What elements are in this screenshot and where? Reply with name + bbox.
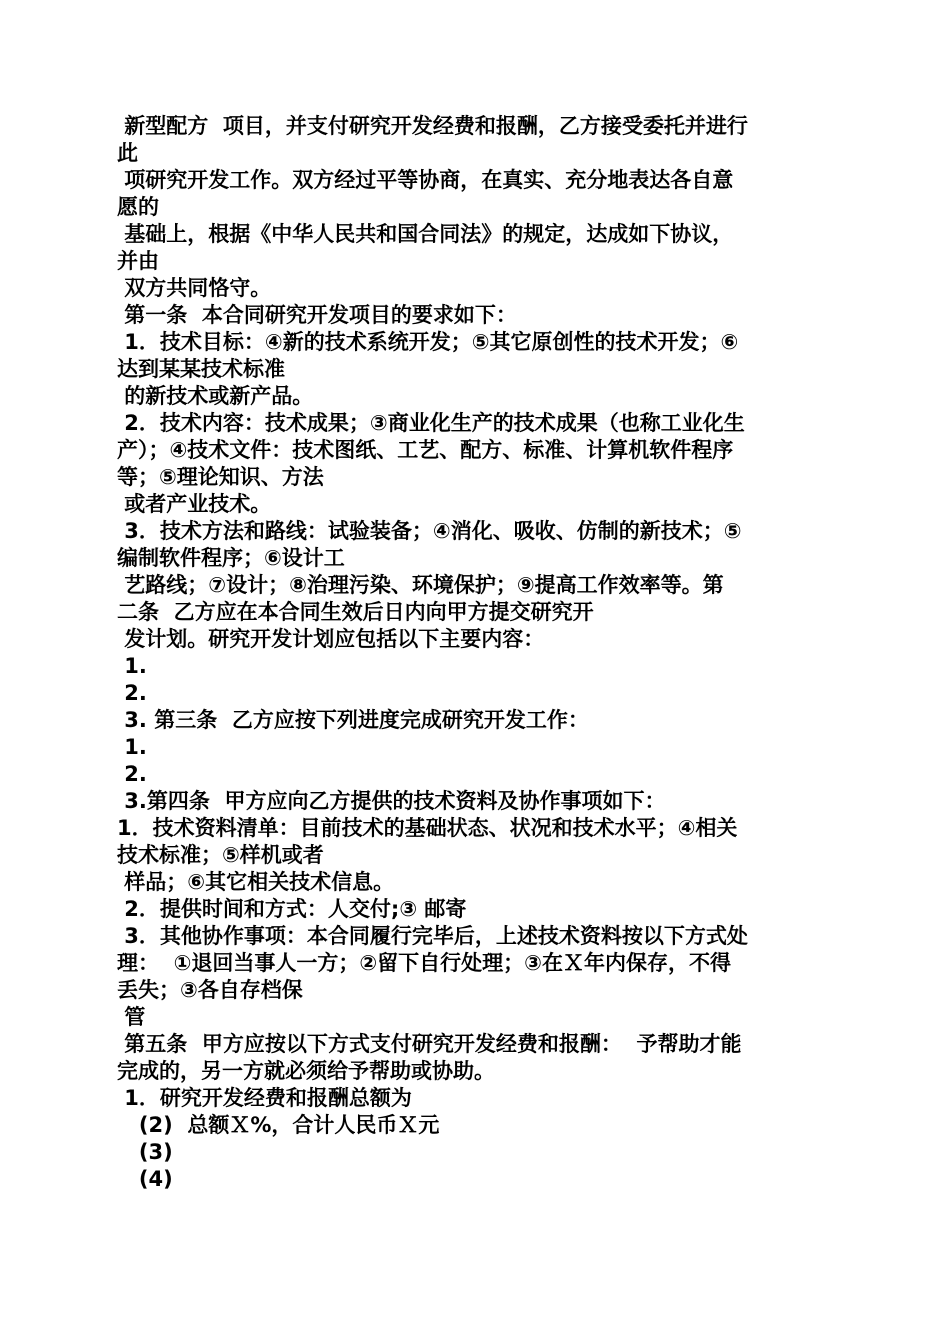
text-line: (4) [117,1167,173,1191]
text-line: 1．技术资料清单：目前技术的基础状态、状况和技术水平；④相关 [117,816,738,840]
text-line: 愿的 [117,195,159,219]
text-line: 产）；④技术文件：技术图纸、工艺、配方、标准、计算机软件程序 [117,438,734,462]
text-line: 1. [117,735,147,759]
text-line: 理： ①退回当事人一方；②留下自行处理；③在Ｘ年内保存，不得 [117,951,731,975]
text-line: 并由 [117,249,159,273]
text-line: 2. [117,762,147,786]
text-line: 发计划。研究开发计划应包括以下主要内容： [117,627,545,651]
text-line: 1．技术目标：④新的技术系统开发；⑤其它原创性的技术开发；⑥ [117,330,739,354]
text-line: 等；⑤理论知识、方法 [117,465,324,489]
text-line: 管 [117,1005,146,1029]
text-line: (3) [117,1140,173,1164]
text-line: 编制软件程序；⑥设计工 [117,546,345,570]
text-line: 2．技术内容：技术成果；③商业化生产的技术成果（也称工业化生 [117,411,745,435]
text-line: 技术标准；⑤样机或者 [117,843,324,867]
text-line: 基础上，根据《中华人民共和国合同法》的规定，达成如下协议， [117,222,734,246]
text-line: 2．提供时间和方式：人交付;③ 邮寄 [117,897,467,921]
text-line: 此 [117,141,138,165]
text-line: 项研究开发工作。双方经过平等协商，在真实、充分地表达各自意 [117,168,734,192]
text-line: 第一条 本合同研究开发项目的要求如下： [117,303,517,327]
text-line: 3.第四条 甲方应向乙方提供的技术资料及协作事项如下： [117,789,666,813]
text-line: 3. 第三条 乙方应按下列进度完成研究开发工作： [117,708,589,732]
text-line: 完成的，另一方就必须给予帮助或协助。 [117,1059,495,1083]
text-line: 样品；⑥其它相关技术信息。 [117,870,395,894]
text-line: 2. [117,681,147,705]
contract-text-body [117,113,837,1193]
text-line: 艺路线；⑦设计；⑧治理污染、环境保护；⑨提高工作效率等。第 [117,573,724,597]
text-line: 新型配方 项目，并支付研究开发经费和报酬，乙方接受委托并进行 [117,114,748,138]
text-line: 第五条 甲方应按以下方式支付研究开发经费和报酬： 予帮助才能 [117,1032,742,1056]
text-line: 3．技术方法和路线：试验装备；④消化、吸收、仿制的新技术；⑤ [117,519,742,543]
text-line: 双方共同恪守。 [117,276,272,300]
text-line: 3．其他协作事项：本合同履行完毕后，上述技术资料按以下方式处 [117,924,748,948]
text-line: 二条 乙方应在本合同生效后日内向甲方提交研究开 [117,600,594,624]
text-line: 1．研究开发经费和报酬总额为 [117,1086,412,1110]
text-line: 1. [117,654,147,678]
text-line: 丢失；③各自存档保 [117,978,303,1002]
text-line: 达到某某技术标准 [117,357,285,381]
text-line: (2) 总额Ｘ%，合计人民币Ｘ元 [117,1113,440,1137]
text-line: 或者产业技术。 [117,492,272,516]
text-line: 的新技术或新产品。 [117,384,314,408]
